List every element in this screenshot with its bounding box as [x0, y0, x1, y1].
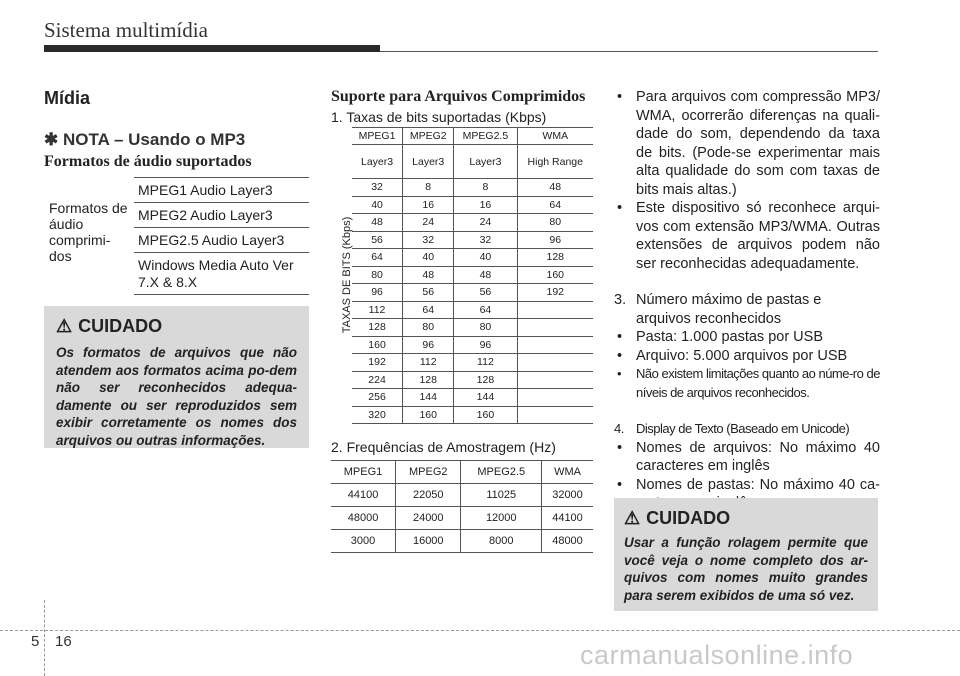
format-item: MPEG2 Audio Layer3	[134, 203, 309, 228]
page-number: 16	[55, 633, 72, 650]
table-row	[331, 530, 593, 553]
format-item: Windows Media Auto Ver 7.X & 8.X	[134, 253, 309, 295]
table-cell: 128	[517, 249, 593, 267]
formats-table	[44, 177, 309, 295]
warning-triangle-icon: ⚠	[624, 508, 641, 528]
table-cell: 112	[403, 354, 454, 372]
list-item: • Para arquivos com compressão MP3/ WMA, ocorrerão diferenças na quali-dade do som, dependendo da taxa de bits. (Pode-se experimentar mais alta qualidade do som com taxas de bits mais altas.)	[614, 88, 880, 199]
table-cell: 224	[352, 371, 403, 389]
list-item: • Nomes de arquivos: No máximo 40 caracteres em inglês	[614, 439, 880, 476]
table-cell: 128	[352, 319, 403, 337]
table-cell: 192	[517, 284, 593, 302]
table-cell: 11025	[461, 484, 542, 507]
table-cell: 56	[403, 284, 454, 302]
table-cell: 192	[352, 354, 403, 372]
table-cell: 32	[352, 179, 403, 197]
watermark: carmanualsonline.info	[580, 640, 854, 670]
table-cell: 96	[403, 336, 454, 354]
table-cell: 56	[352, 231, 403, 249]
table-cell: 56	[454, 284, 517, 302]
format-item: MPEG1 Audio Layer3	[134, 178, 309, 203]
format-item: MPEG2.5 Audio Layer3	[134, 228, 309, 253]
sampling-column-header: WMA	[542, 461, 593, 484]
table-cell: 96	[517, 231, 593, 249]
table-cell: 8	[403, 179, 454, 197]
table-row	[352, 214, 593, 232]
list-item: • Este dispositivo só reconhece arqui-vos com extensão MP3/WMA. Outras extensões de arquivos podem não ser reconhecidas adequadamente.	[614, 199, 880, 273]
table-cell	[517, 389, 593, 407]
table-cell: 32	[403, 231, 454, 249]
footer-rule	[0, 630, 960, 631]
table-row	[352, 319, 593, 337]
table-cell: 16	[403, 196, 454, 214]
table-cell	[517, 301, 593, 319]
caution-title: ⚠ CUIDADO	[56, 316, 163, 336]
nota-title: ✱ NOTA – Usando o MP3	[44, 130, 246, 149]
footer-divider	[44, 600, 45, 676]
table-cell: 256	[352, 389, 403, 407]
table-row	[352, 231, 593, 249]
table-cell	[517, 406, 593, 424]
table-cell: 48000	[331, 507, 396, 530]
bitrates-column-header: MPEG2.5	[454, 128, 517, 145]
caution-box-scroll	[614, 498, 878, 611]
table-cell: 44100	[542, 507, 593, 530]
table-cell: 160	[517, 266, 593, 284]
table-cell	[517, 336, 593, 354]
bitrates-subtitle: 1. Taxas de bits suportadas (Kbps)	[331, 109, 547, 125]
sampling-header-row	[331, 461, 593, 484]
numbered-item: 3. Número máximo de pastas e arquivos reconhecidos	[614, 292, 822, 327]
bitrates-layer-cell: Layer3	[454, 145, 517, 179]
bitrates-layer-cell: Layer3	[352, 145, 403, 179]
header-rule	[380, 51, 878, 52]
table-cell: 32	[454, 231, 517, 249]
table-cell	[517, 354, 593, 372]
table-cell: 64	[352, 249, 403, 267]
bitrates-column-header: MPEG1	[352, 128, 403, 145]
table-row	[352, 336, 593, 354]
list-item: • Não existem limitações quanto ao núme-ro de níveis de arquivos reconhecidos.	[614, 365, 880, 402]
compressed-files-title: Suporte para Arquivos Comprimidos	[331, 88, 586, 105]
table-cell: 48	[454, 266, 517, 284]
list-item: • Pasta: 1.000 pastas por USB	[614, 328, 880, 347]
sampling-table	[331, 460, 593, 553]
table-cell: 12000	[461, 507, 542, 530]
table-cell: 24	[454, 214, 517, 232]
table-cell: 112	[352, 301, 403, 319]
table-cell	[517, 371, 593, 389]
right-column	[614, 88, 880, 513]
numbered-item: 4. Display de Texto (Baseado em Unicode)	[614, 421, 850, 436]
sampling-column-header: MPEG2	[396, 461, 461, 484]
caution-title: ⚠ CUIDADO	[624, 508, 731, 528]
table-cell: 24000	[396, 507, 461, 530]
table-cell: 128	[454, 371, 517, 389]
bitrates-header-row	[352, 128, 593, 145]
formats-row-header: Formatos de áudio comprimi-dos	[49, 199, 128, 264]
table-row	[352, 389, 593, 407]
table-cell: 48000	[542, 530, 593, 553]
table-cell: 8	[454, 179, 517, 197]
table-cell: 16000	[396, 530, 461, 553]
list-item: • Nomes de pastas: No máximo 40 ca-	[614, 476, 880, 513]
sampling-subtitle: 2. Frequências de Amostragem (Hz)	[331, 439, 556, 455]
bitrates-column-header: MPEG2	[403, 128, 454, 145]
table-cell: 80	[403, 319, 454, 337]
table-row	[331, 507, 593, 530]
caution-text: Usar a função rolagem permite que você veja o nome completo dos ar-quivos com nomes muito grandes para serem exibidos de uma só vez.	[624, 535, 868, 603]
table-row	[352, 196, 593, 214]
table-row	[352, 301, 593, 319]
table-cell: 96	[454, 336, 517, 354]
table-cell: 160	[352, 336, 403, 354]
header-bar	[44, 45, 380, 52]
table-cell	[517, 319, 593, 337]
table-cell: 144	[403, 389, 454, 407]
table-cell: 16	[454, 196, 517, 214]
table-cell: 64	[403, 301, 454, 319]
caution-box-formats	[44, 306, 309, 448]
list-item: • Arquivo: 5.000 arquivos por USB	[614, 347, 880, 366]
table-cell: 40	[403, 249, 454, 267]
table-cell: 44100	[331, 484, 396, 507]
bitrates-layer-row	[352, 145, 593, 179]
table-cell: 8000	[461, 530, 542, 553]
table-cell: 40	[352, 196, 403, 214]
table-cell: 320	[352, 406, 403, 424]
table-cell: 48	[403, 266, 454, 284]
sampling-column-header: MPEG1	[331, 461, 396, 484]
table-row	[352, 266, 593, 284]
table-row	[331, 484, 593, 507]
table-cell: 40	[454, 249, 517, 267]
table-row	[352, 249, 593, 267]
table-cell: 48	[517, 179, 593, 197]
table-cell: 80	[454, 319, 517, 337]
table-cell: 128	[403, 371, 454, 389]
table-cell: 96	[352, 284, 403, 302]
table-row	[352, 284, 593, 302]
sampling-column-header: MPEG2.5	[461, 461, 542, 484]
formats-subhead: Formatos de áudio suportados	[44, 153, 252, 170]
table-cell: 80	[352, 266, 403, 284]
table-cell: 48	[352, 214, 403, 232]
header-title: Sistema multimídia	[44, 18, 208, 42]
table-cell: 160	[454, 406, 517, 424]
section-title: Mídia	[44, 88, 91, 108]
table-cell: 160	[403, 406, 454, 424]
caution-text: Os formatos de arquivos que não atendem aos formatos acima po-dem não ser reconhecidos adequa-damente ou ser reproduzidos sem exibir corretamente os nomes dos arquivos ou outras informações.	[56, 345, 297, 448]
table-cell: 80	[517, 214, 593, 232]
table-row	[352, 354, 593, 372]
bitrates-layer-cell: Layer3	[403, 145, 454, 179]
section-number: 5	[31, 633, 40, 650]
table-cell: 22050	[396, 484, 461, 507]
table-cell: 3000	[331, 530, 396, 553]
table-row	[352, 406, 593, 424]
table-cell: 64	[454, 301, 517, 319]
table-cell: 112	[454, 354, 517, 372]
table-cell: 64	[517, 196, 593, 214]
bitrates-layer-cell: High Range	[517, 145, 593, 179]
bitrates-column-header: WMA	[517, 128, 593, 145]
table-cell: 144	[454, 389, 517, 407]
table-row	[352, 179, 593, 197]
warning-triangle-icon: ⚠	[56, 316, 73, 336]
table-cell: 32000	[542, 484, 593, 507]
bitrates-table	[352, 127, 593, 424]
table-row	[352, 371, 593, 389]
table-cell: 24	[403, 214, 454, 232]
